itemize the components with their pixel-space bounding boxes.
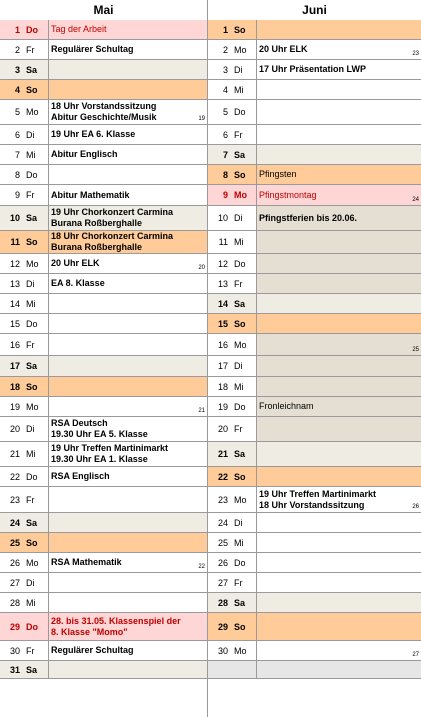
week-number: 23 <box>412 51 419 57</box>
day-row <box>208 487 421 513</box>
event-text <box>256 254 421 273</box>
day-number: 23 <box>217 494 228 505</box>
week-number: 24 <box>412 197 419 203</box>
event-text <box>48 533 207 552</box>
day-row <box>208 206 421 231</box>
day-number: 24 <box>9 517 20 528</box>
day-row <box>0 254 207 274</box>
weekday: So <box>26 537 38 548</box>
day-row <box>0 314 207 334</box>
day-row <box>0 145 207 165</box>
weekday: So <box>26 237 38 247</box>
weekday: Mo <box>26 107 39 117</box>
day-number: 28 <box>217 597 228 608</box>
weekday: Mo <box>26 401 39 412</box>
day-row <box>208 254 421 274</box>
weekday: So <box>234 621 246 632</box>
day-number: 12 <box>9 258 20 269</box>
day-number: 24 <box>217 517 228 528</box>
weekday: Di <box>26 424 35 434</box>
day-row <box>0 125 207 145</box>
day-number: 12 <box>217 258 228 269</box>
event-text: Pfingstmontag <box>256 185 421 205</box>
day-row <box>208 165 421 185</box>
event-text <box>256 145 421 164</box>
day-number: 4 <box>222 84 228 95</box>
day-number: 10 <box>217 213 228 223</box>
event-text <box>256 417 421 441</box>
day-row <box>0 60 207 80</box>
calendar-column-mai <box>0 20 207 717</box>
weekday: Mi <box>26 149 36 160</box>
week-number: 21 <box>198 408 205 414</box>
day-number: 20 <box>9 424 20 434</box>
event-text <box>256 467 421 486</box>
event-text: Abitur Mathematik <box>48 185 207 205</box>
weekday: So <box>234 24 246 35</box>
day-number: 15 <box>9 318 20 329</box>
day-row <box>0 487 207 513</box>
day-number: 19 <box>217 401 228 412</box>
day-row <box>208 417 421 442</box>
event-text <box>48 593 207 612</box>
event-text <box>48 294 207 313</box>
day-row <box>0 593 207 613</box>
day-number: 22 <box>217 471 228 482</box>
weekday: Do <box>234 258 246 269</box>
day-number: 28 <box>9 597 20 608</box>
day-row <box>0 80 207 100</box>
day-row <box>208 100 421 125</box>
day-number: 6 <box>14 129 20 140</box>
column-divider <box>207 0 208 717</box>
week-number: 26 <box>412 504 419 510</box>
day-number: 23 <box>9 494 20 505</box>
day-row <box>0 100 207 125</box>
day-row <box>0 334 207 356</box>
day-row <box>208 314 421 334</box>
day-row <box>0 40 207 60</box>
day-number: 17 <box>9 361 20 371</box>
day-number: 29 <box>9 621 20 632</box>
event-text: 18 Uhr Vorstandssitzung Abitur Geschichte/Musik <box>48 100 207 124</box>
event-text <box>256 533 421 552</box>
day-number: 27 <box>9 577 20 588</box>
day-row <box>208 20 421 40</box>
event-text: Abitur Englisch <box>48 145 207 164</box>
weekday: Mo <box>234 645 247 656</box>
event-text <box>256 593 421 612</box>
event-text: RSA Deutsch 19.30 Uhr EA 5. Klasse <box>48 417 207 441</box>
weekday: Fr <box>234 129 243 140</box>
weekday: Do <box>26 24 38 35</box>
weekday: So <box>26 84 38 95</box>
day-number: 18 <box>217 381 228 392</box>
weekday: Sa <box>234 597 246 608</box>
day-number: 13 <box>9 278 20 289</box>
weekday: Sa <box>234 449 246 459</box>
day-number: 22 <box>9 471 20 482</box>
weekday: Sa <box>26 213 38 223</box>
day-row <box>0 165 207 185</box>
day-number: 21 <box>217 449 228 459</box>
weekday: Mo <box>234 339 247 350</box>
event-text: Pfingstferien bis 20.06. <box>256 206 421 230</box>
event-text <box>48 356 207 376</box>
day-number: 1 <box>14 24 20 35</box>
day-row <box>208 356 421 377</box>
weekday: Mo <box>234 494 247 505</box>
event-text <box>48 513 207 532</box>
weekday: Do <box>234 557 246 568</box>
day-row <box>208 231 421 254</box>
event-text: 19 Uhr Chorkonzert Carmina Burana Roßberghalle <box>48 206 207 230</box>
day-row <box>208 377 421 397</box>
day-number: 1 <box>222 24 228 35</box>
event-text: 19 Uhr EA 6. Klasse <box>48 125 207 144</box>
day-row <box>208 641 421 661</box>
weekday: Do <box>26 471 38 482</box>
day-row <box>0 231 207 254</box>
event-text <box>48 80 207 99</box>
day-number: 5 <box>14 107 20 117</box>
event-text <box>256 377 421 396</box>
event-text <box>256 20 421 39</box>
day-row <box>208 467 421 487</box>
day-number: 14 <box>9 298 20 309</box>
day-row <box>0 356 207 377</box>
day-row <box>208 60 421 80</box>
weekday: Di <box>234 361 243 371</box>
event-text <box>48 573 207 592</box>
weekday: Mi <box>26 298 36 309</box>
day-row <box>208 80 421 100</box>
weekday: Mo <box>26 557 39 568</box>
event-text: EA 8. Klasse <box>48 274 207 293</box>
day-row <box>0 377 207 397</box>
day-row <box>0 20 207 40</box>
day-number: 30 <box>9 645 20 656</box>
day-number: 14 <box>217 298 228 309</box>
weekday <box>230 661 256 678</box>
day-row <box>208 513 421 533</box>
event-text: 20 Uhr ELK <box>256 40 421 59</box>
day-row <box>0 533 207 553</box>
event-text: 19 Uhr Treffen Martinimarkt 19.30 Uhr EA 1. Klasse <box>48 442 207 466</box>
event-text <box>48 377 207 396</box>
day-row <box>208 613 421 641</box>
day-number: 8 <box>222 169 228 180</box>
day-row <box>208 40 421 60</box>
event-text <box>256 641 421 660</box>
weekday: Do <box>234 107 246 117</box>
day-number: 21 <box>9 449 20 459</box>
day-number: 16 <box>9 339 20 350</box>
day-number: 29 <box>217 621 228 632</box>
event-text <box>48 314 207 333</box>
weekday: Fr <box>26 494 35 505</box>
event-text <box>256 553 421 572</box>
event-text: 17 Uhr Präsentation LWP <box>256 60 421 79</box>
day-row <box>208 185 421 206</box>
event-text <box>256 100 421 124</box>
day-number: 7 <box>14 149 20 160</box>
day-row <box>0 553 207 573</box>
weekday: Di <box>26 129 35 140</box>
day-number: 4 <box>14 84 20 95</box>
weekday: Do <box>234 401 246 412</box>
day-row <box>0 467 207 487</box>
day-number: 10 <box>9 213 20 223</box>
weekday: So <box>26 381 38 392</box>
day-row <box>208 334 421 356</box>
day-row <box>208 593 421 613</box>
weekday: Mi <box>234 537 244 548</box>
weekday: Do <box>26 169 38 180</box>
day-number: 11 <box>218 237 228 247</box>
day-number: 26 <box>217 557 228 568</box>
day-number: 7 <box>222 149 228 160</box>
event-text <box>256 573 421 592</box>
day-number: 11 <box>10 237 20 247</box>
event-text: RSA Englisch <box>48 467 207 486</box>
weekday: Di <box>234 213 243 223</box>
weekday: Mo <box>234 44 247 55</box>
weekday: Fr <box>26 645 35 656</box>
day-row <box>0 417 207 442</box>
event-text: Fronleichnam <box>256 397 421 416</box>
weekday: Di <box>26 577 35 588</box>
day-number: 18 <box>9 381 20 392</box>
event-text <box>48 60 207 79</box>
week-number: 20 <box>198 265 205 271</box>
day-row <box>208 442 421 467</box>
day-number: 2 <box>222 44 228 55</box>
day-number: 9 <box>222 190 228 200</box>
weekday: Sa <box>26 64 38 75</box>
day-number: 31 <box>9 664 20 675</box>
calendar-column-juni <box>208 20 421 717</box>
week-number: 25 <box>412 347 419 353</box>
day-number: 17 <box>217 361 228 371</box>
day-row <box>0 206 207 231</box>
day-number: 16 <box>217 339 228 350</box>
day-row <box>0 613 207 641</box>
event-text: 18 Uhr Chorkonzert Carmina Burana Roßberghalle <box>48 231 207 253</box>
weekday: Fr <box>26 339 35 350</box>
weekday: Do <box>26 621 38 632</box>
weekday: Mo <box>234 190 247 200</box>
event-text: RSA Mathematik <box>48 553 207 572</box>
day-number: 30 <box>217 645 228 656</box>
event-text <box>256 442 421 466</box>
weekday: Fr <box>26 190 35 200</box>
day-row <box>0 513 207 533</box>
weekday: Di <box>234 517 243 528</box>
event-text <box>48 661 207 678</box>
weekday: Sa <box>234 298 246 309</box>
event-text <box>48 165 207 184</box>
day-row <box>0 397 207 417</box>
weekday: Sa <box>26 664 38 675</box>
day-number: 9 <box>14 190 20 200</box>
event-text <box>48 397 207 416</box>
weekday: Mi <box>26 449 36 459</box>
weekday: Di <box>26 278 35 289</box>
event-text <box>256 334 421 355</box>
weekday: So <box>234 471 246 482</box>
day-row <box>208 397 421 417</box>
weekday: Fr <box>234 278 243 289</box>
day-number: 27 <box>217 577 228 588</box>
weekday: Sa <box>234 149 246 160</box>
day-row <box>0 661 207 679</box>
event-text <box>256 294 421 313</box>
weekday: Fr <box>234 577 243 588</box>
weekday: So <box>234 318 246 329</box>
day-number: 20 <box>217 424 228 434</box>
event-text <box>48 487 207 512</box>
event-text: 28. bis 31.05. Klassenspiel der 8. Klasse "Momo" <box>48 613 207 640</box>
event-text: Tag der Arbeit <box>48 20 207 39</box>
event-text <box>256 125 421 144</box>
day-row <box>208 553 421 573</box>
event-text <box>256 356 421 376</box>
event-text <box>256 613 421 640</box>
day-number: 13 <box>217 278 228 289</box>
weekday: Mi <box>234 84 244 95</box>
event-text <box>48 334 207 355</box>
event-text: 20 Uhr ELK <box>48 254 207 273</box>
day-row <box>0 294 207 314</box>
weekday: Sa <box>26 517 38 528</box>
event-text: Pfingsten <box>256 165 421 184</box>
weekday: Di <box>234 64 243 75</box>
day-number: 15 <box>217 318 228 329</box>
month-header-juni: Juni <box>208 0 421 21</box>
weekday: Mi <box>26 597 36 608</box>
day-number: 2 <box>14 44 20 55</box>
day-row <box>0 274 207 294</box>
day-row <box>208 294 421 314</box>
day-row <box>208 125 421 145</box>
day-row <box>0 185 207 206</box>
day-number: 6 <box>222 129 228 140</box>
weekday: Fr <box>234 424 243 434</box>
day-number: 19 <box>9 401 20 412</box>
day-row <box>208 661 421 679</box>
weekday: Mi <box>234 381 244 392</box>
day-number: 25 <box>9 537 20 548</box>
day-row <box>208 573 421 593</box>
day-row <box>0 641 207 661</box>
event-text <box>256 661 421 678</box>
event-text <box>256 274 421 293</box>
day-number: 25 <box>217 537 228 548</box>
event-text: 19 Uhr Treffen Martinimarkt 18 Uhr Vorstandssitzung <box>256 487 421 512</box>
day-number: 3 <box>222 64 228 75</box>
day-row <box>0 442 207 467</box>
weekday: Fr <box>26 44 35 55</box>
event-text: Regulärer Schultag <box>48 40 207 59</box>
month-header-mai: Mai <box>0 0 207 21</box>
weekday: Mi <box>234 237 244 247</box>
day-row <box>208 145 421 165</box>
day-number: 5 <box>222 107 228 117</box>
day-number: 8 <box>14 169 20 180</box>
weekday: Sa <box>26 361 38 371</box>
event-text <box>256 513 421 532</box>
day-number <box>208 661 230 678</box>
day-number: 3 <box>14 64 20 75</box>
weekday: Mo <box>26 258 39 269</box>
weekday: Do <box>26 318 38 329</box>
weekday: So <box>234 169 246 180</box>
week-number: 22 <box>198 564 205 570</box>
day-number: 26 <box>9 557 20 568</box>
week-number: 27 <box>412 652 419 658</box>
event-text <box>256 314 421 333</box>
event-text <box>256 231 421 253</box>
event-text: Regulärer Schultag <box>48 641 207 660</box>
day-row <box>208 533 421 553</box>
event-text <box>256 80 421 99</box>
day-row <box>208 274 421 294</box>
week-number: 19 <box>198 116 205 122</box>
day-row <box>0 573 207 593</box>
